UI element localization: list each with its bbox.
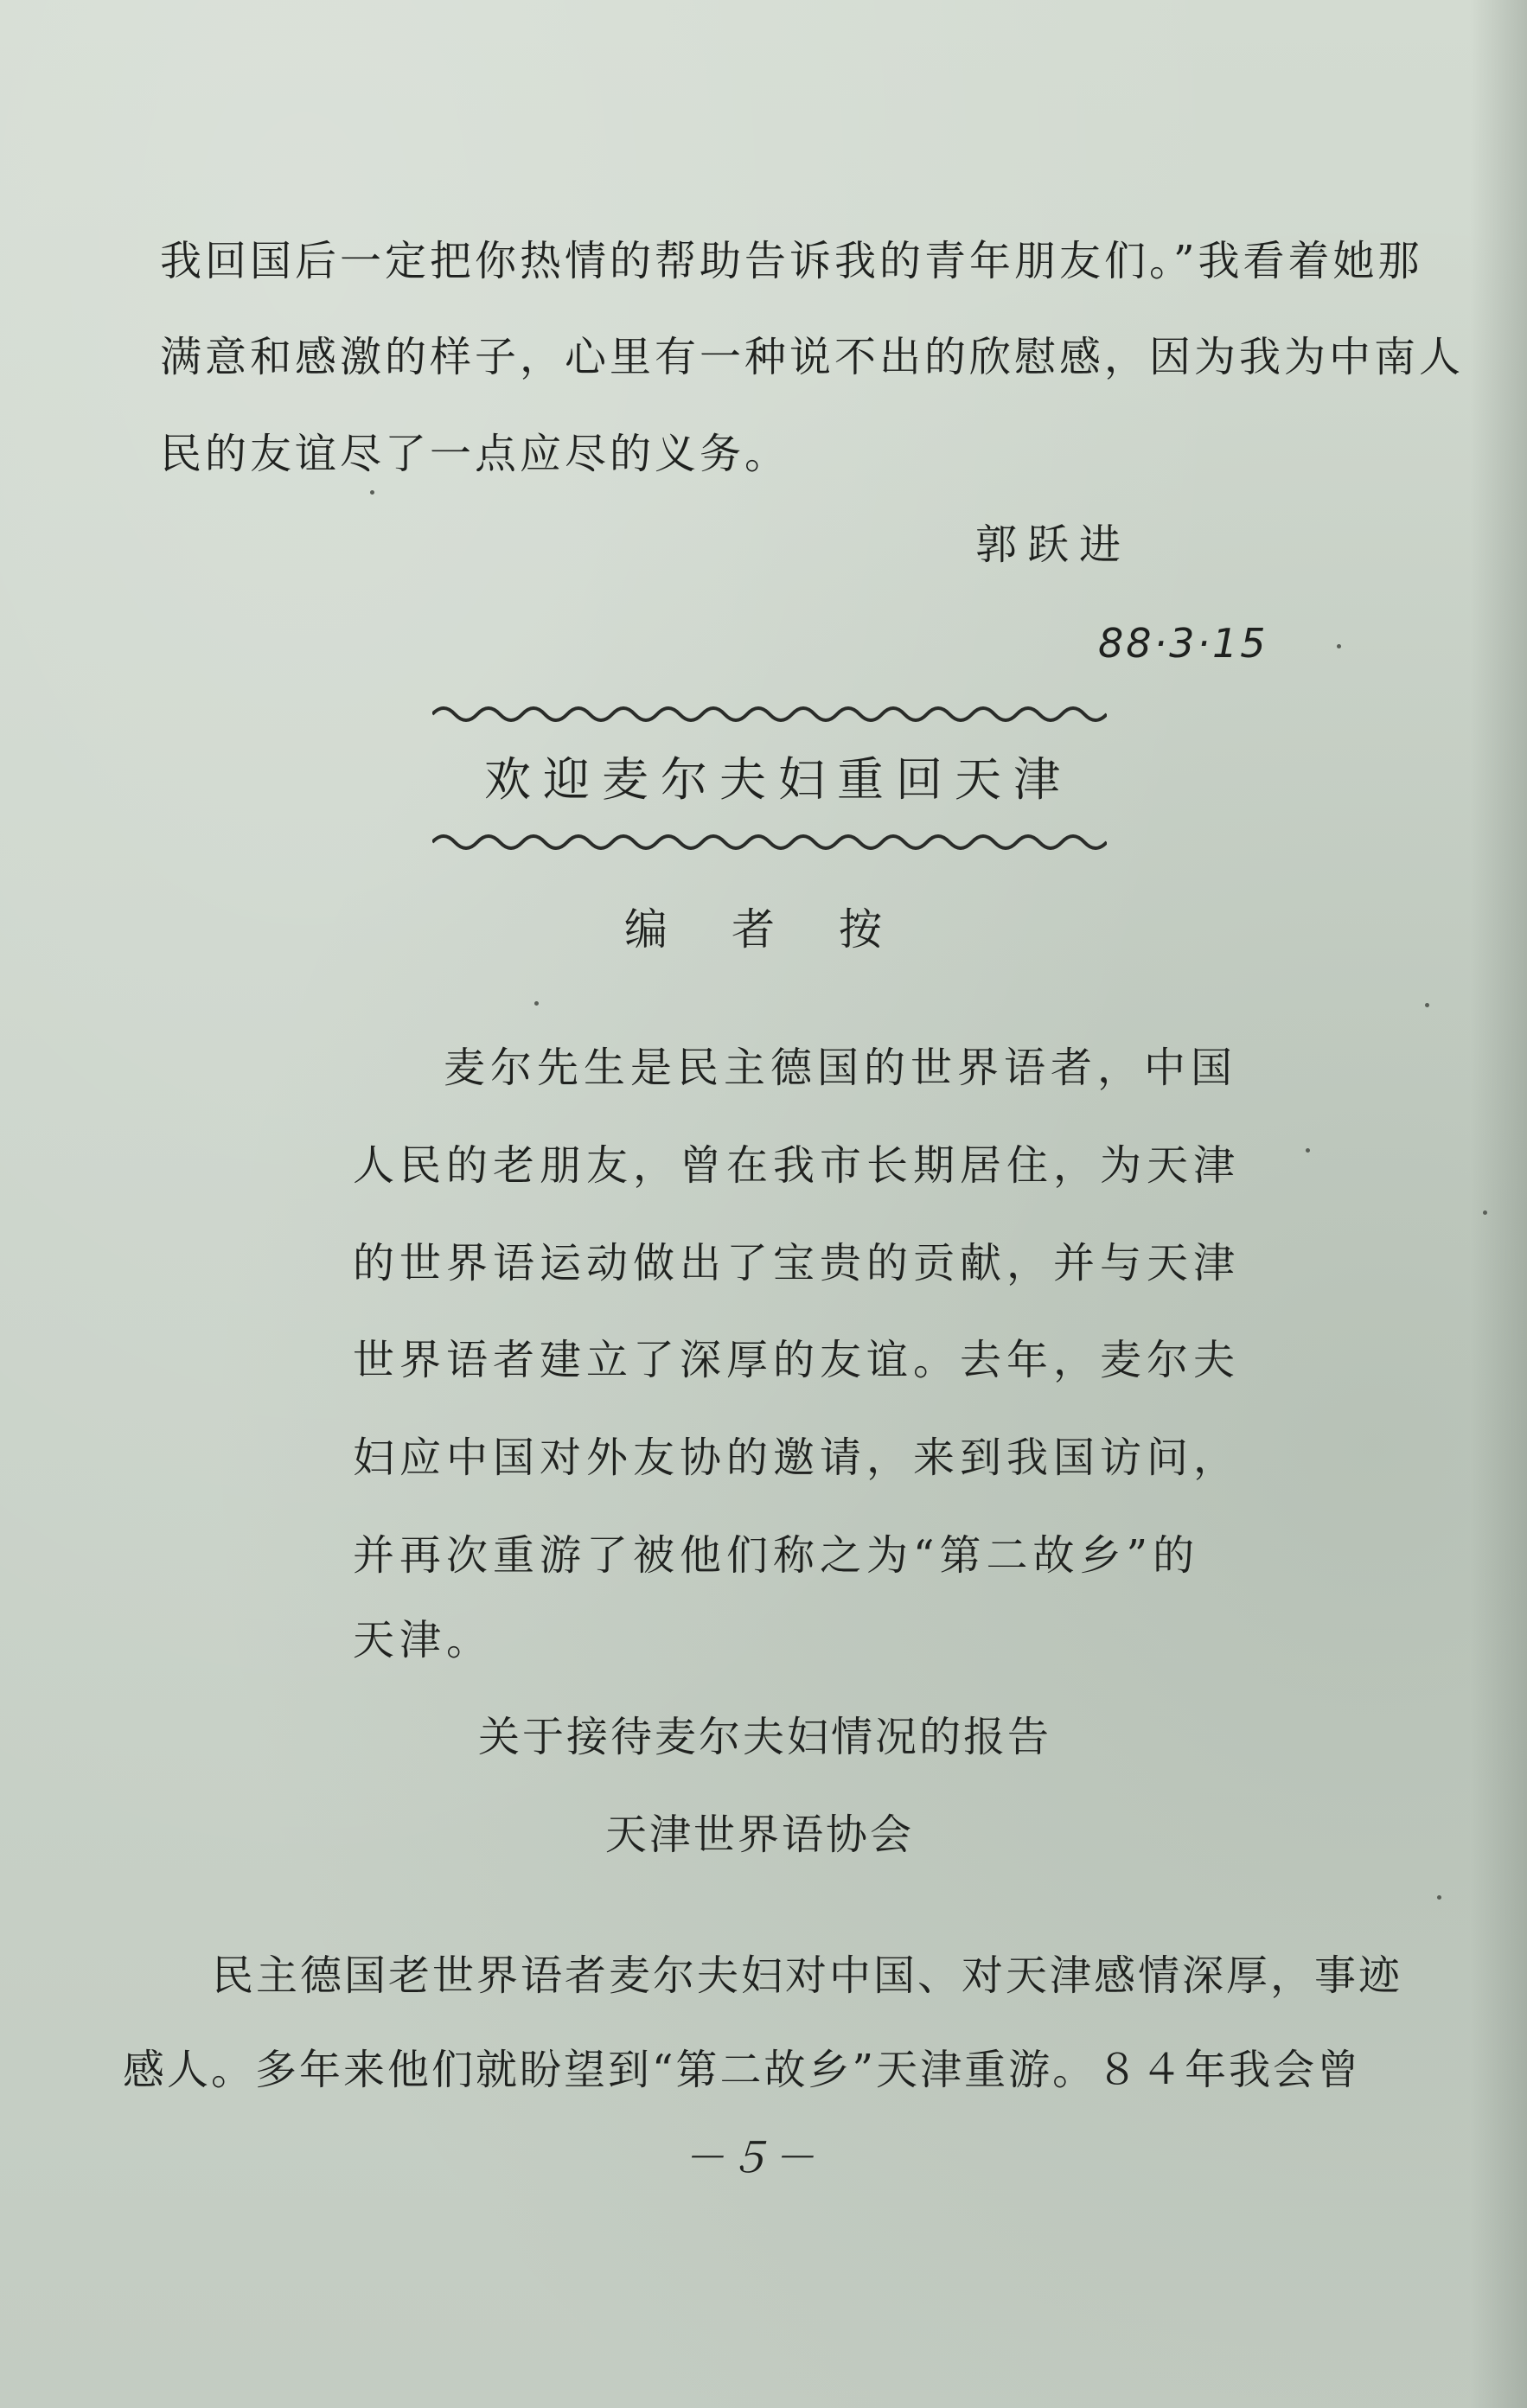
report-body-line-1: 民主德国老世界语者麦尔夫妇对中国、对天津感情深厚，事迹 (212, 1951, 1403, 2000)
wavy-divider-top (432, 697, 1107, 731)
editor-note-line-2: 人民的老朋友，曾在我市长期居住，为天津 (353, 1141, 1241, 1190)
paper-speck (1425, 1003, 1429, 1007)
paper-speck (1437, 1895, 1441, 1900)
report-organization: 天津世界语协会 (605, 1811, 915, 1859)
page-number: －５－ (683, 2134, 819, 2182)
editor-note-line-3: 的世界语运动做出了宝贵的贡献，并与天津 (353, 1239, 1241, 1287)
paper-speck (1483, 1210, 1487, 1215)
editor-note-line-1: 麦尔先生是民主德国的世界语者，中国 (444, 1044, 1238, 1092)
author-signature: 郭跃进 (975, 521, 1132, 569)
editor-note-line-7: 天津。 (353, 1616, 494, 1664)
article-heading: 欢迎麦尔夫妇重回天津 (484, 752, 1072, 807)
editor-note-line-4: 世界语者建立了深厚的友谊。去年，麦尔夫 (353, 1336, 1241, 1384)
paper-speck (370, 490, 374, 495)
report-body-line-2: 感人。多年来他们就盼望到“第二故乡”天津重游。８４年我会曾 (123, 2046, 1362, 2094)
editor-note-line-6: 并再次重游了被他们称之为“第二故乡”的 (353, 1531, 1200, 1580)
paper-speck (1337, 644, 1341, 648)
body-line-1: 我回国后一定把你热情的帮助告诉我的青年朋友们。”我看着她那 (160, 237, 1423, 285)
editor-note-line-5: 妇应中国对外友协的邀请，来到我国访问， (353, 1434, 1241, 1482)
paper-speck (534, 1001, 539, 1006)
wavy-divider-bottom (432, 825, 1107, 859)
editor-note-title: 编者按 (624, 904, 946, 955)
body-line-3: 民的友谊尽了一点应尽的义务。 (160, 430, 790, 478)
body-line-2: 满意和感激的样子，心里有一种说不出的欣慰感，因为我为中南人 (160, 333, 1465, 381)
report-title: 关于接待麦尔夫妇情况的报告 (478, 1713, 1052, 1761)
signature-date: 88·3·15 (1098, 620, 1268, 667)
paper-speck (1306, 1148, 1310, 1153)
